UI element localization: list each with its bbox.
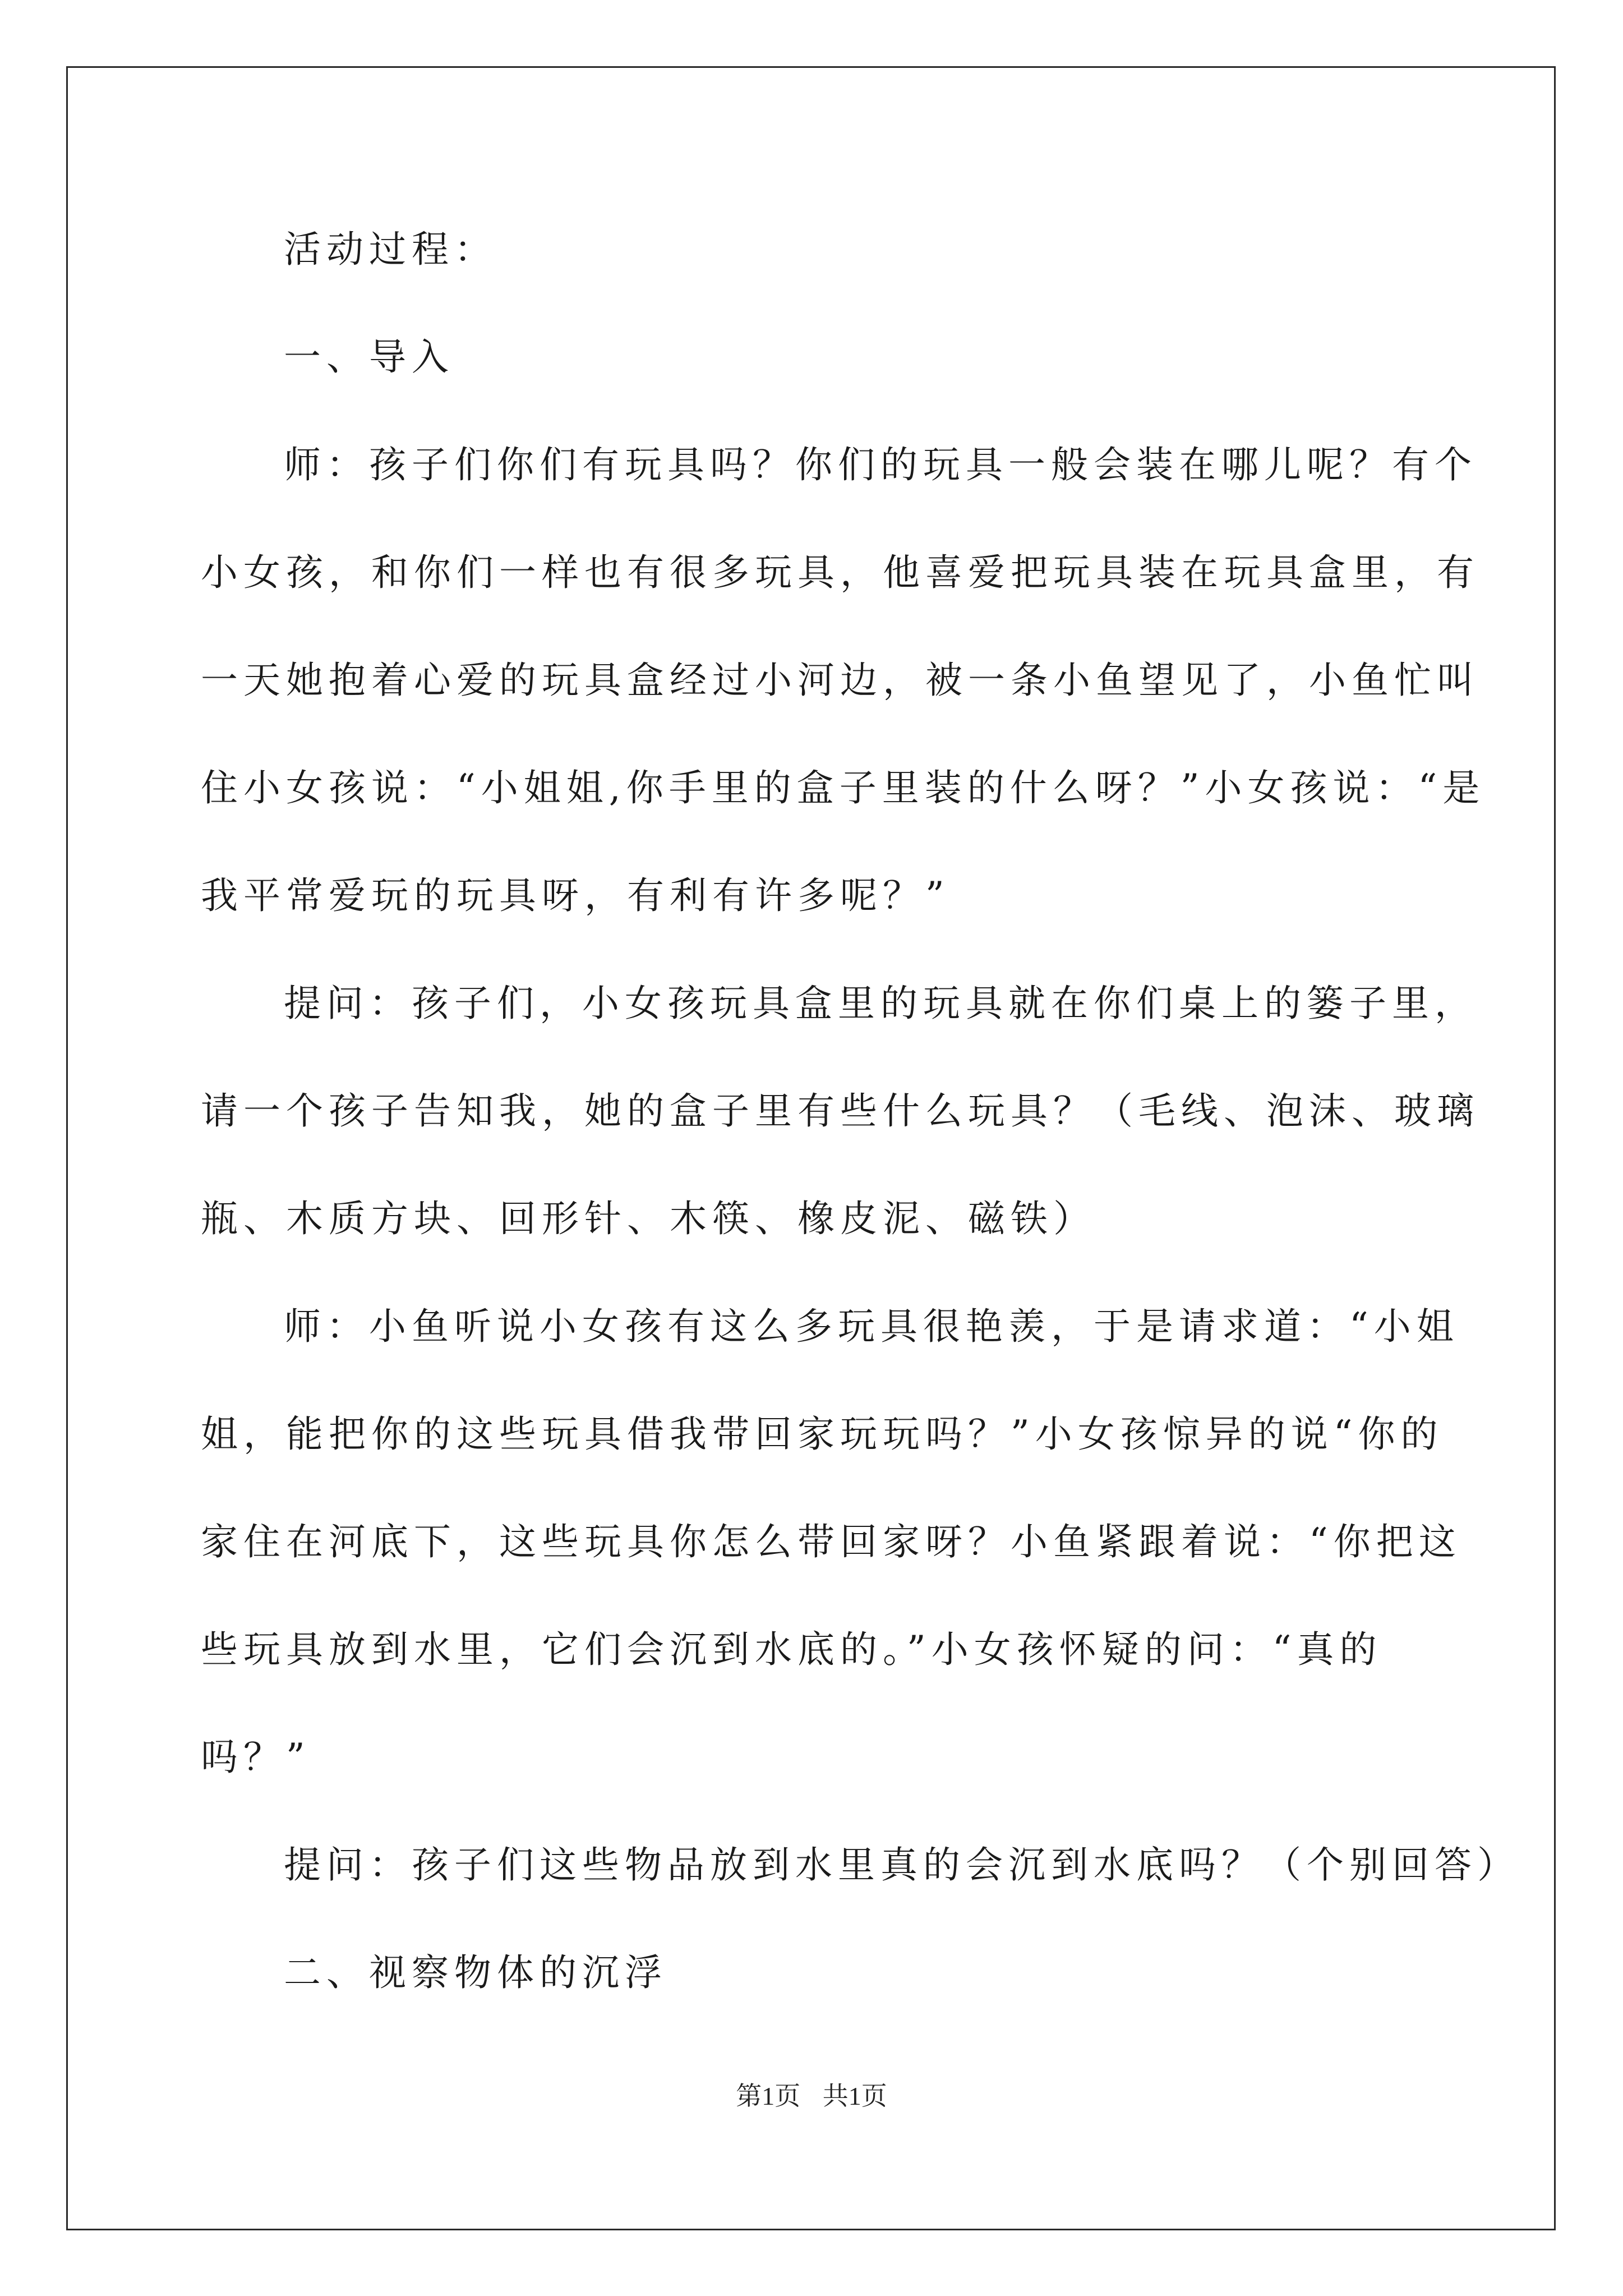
text-line: 家住在河底下，这些玩具你怎么带回家呀？小鱼紧跟着说：“你把这 bbox=[201, 1520, 1461, 1563]
text-line: 请一个孩子告知我，她的盒子里有些什么玩具？（毛线、泡沫、玻璃 bbox=[201, 1089, 1479, 1133]
text-line: 活动过程： bbox=[284, 228, 497, 271]
text-line: 我平常爱玩的玩具呀，有利有许多呢？” bbox=[201, 874, 950, 917]
text-line: 提问：孩子们，小女孩玩具盒里的玩具就在你们桌上的篓子里， bbox=[284, 982, 1477, 1025]
section-heading: 二、视察物体的沉浮 bbox=[284, 1951, 667, 1994]
text-line: 提问：孩子们这些物品放到水里真的会沉到水底吗？（个别回答） bbox=[284, 1843, 1520, 1887]
text-line: 吗？” bbox=[201, 1736, 311, 1779]
section-heading: 一、导入 bbox=[284, 335, 454, 379]
text-line: 一天她抱着心爱的玩具盒经过小河边，被一条小鱼望见了，小鱼忙叫 bbox=[201, 659, 1479, 702]
text-line: 些玩具放到水里，它们会沉到水底的。”小女孩怀疑的问：“真的 bbox=[201, 1628, 1382, 1671]
text-line: 姐，能把你的这些玩具借我带回家玩玩吗？”小女孩惊异的说“你的 bbox=[201, 1412, 1444, 1456]
text-line: 师：孩子们你们有玩具吗？你们的玩具一般会装在哪儿呢？有个 bbox=[284, 443, 1477, 486]
page-footer bbox=[0, 2076, 1623, 2113]
page-number: 第1页 bbox=[736, 2082, 801, 2110]
text-line: 小女孩，和你们一样也有很多玩具，他喜爱把玩具装在玩具盒里，有 bbox=[201, 551, 1479, 594]
text-line: 住小女孩说：“小姐姐,你手里的盒子里装的什么呀？”小女孩说：“是 bbox=[201, 766, 1486, 809]
page-total: 共1页 bbox=[822, 2082, 887, 2110]
text-line: 师：小鱼听说小女孩有这么多玩具很艳羡，于是请求道：“小姐 bbox=[284, 1305, 1459, 1348]
text-line: 瓶、木质方块、回形针、木筷、橡皮泥、磁铁） bbox=[201, 1197, 1096, 1240]
document-body bbox=[201, 222, 1520, 2053]
